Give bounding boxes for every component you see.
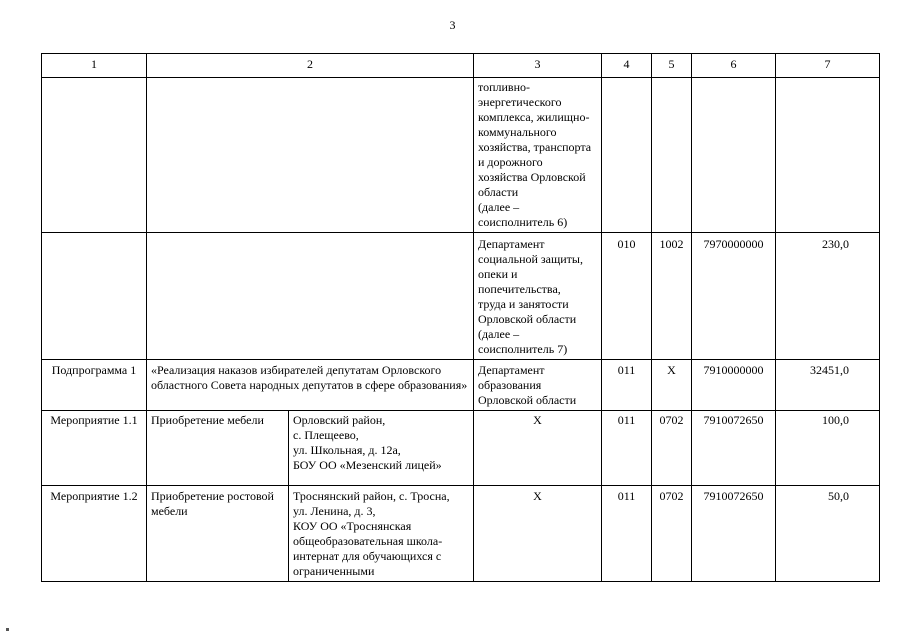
amount-cell: 32451,0 bbox=[776, 360, 880, 411]
amount-cell: 50,0 bbox=[776, 486, 880, 582]
header-cell: 1 bbox=[42, 54, 147, 78]
header-cell: 6 bbox=[692, 54, 776, 78]
table-cell bbox=[42, 233, 147, 360]
table-row bbox=[42, 233, 880, 360]
executor-cell: Департамент образования Орловской области bbox=[474, 360, 602, 411]
table-cell bbox=[602, 78, 652, 233]
executor-cell: Департамент социальной защиты, опеки и попечительства, труда и занятости Орловской области (далее – соисполнитель 7) bbox=[474, 233, 602, 360]
section-cell: 1002 bbox=[652, 233, 692, 360]
page-number: 3 bbox=[449, 18, 456, 32]
table-cell bbox=[147, 233, 474, 360]
code-cell: 7910000000 bbox=[692, 360, 776, 411]
code-cell: 7910072650 bbox=[692, 486, 776, 582]
table-row bbox=[42, 78, 880, 233]
section-cell: 0702 bbox=[652, 411, 692, 486]
header-cell: 3 bbox=[474, 54, 602, 78]
executor-cell: Х bbox=[474, 486, 602, 582]
row-label-cell: Мероприятие 1.2 bbox=[42, 486, 147, 582]
address-cell: Троснянский район, с. Тросна, ул. Ленина, д. 3, КОУ ОО «Троснянская общеобразовательная школа- интернат для обучающихся с ограниченными bbox=[289, 486, 474, 582]
header-cell: 7 bbox=[776, 54, 880, 78]
executor-cell: топливно- энергетического комплекса, жилищно- коммунального хозяйства, транспорта и дорожного хозяйства Орловской области (далее – соисполнитель 6) bbox=[474, 78, 602, 233]
row-label-cell: Подпрограмма 1 bbox=[42, 360, 147, 411]
header-cell: 2 bbox=[147, 54, 474, 78]
grbs-cell: 011 bbox=[602, 411, 652, 486]
header-cell: 5 bbox=[652, 54, 692, 78]
table-row bbox=[42, 360, 880, 411]
section-cell: Х bbox=[652, 360, 692, 411]
table-cell bbox=[42, 78, 147, 233]
address-cell: Орловский район, с. Плещеево, ул. Школьная, д. 12а, БОУ ОО «Мезенский лицей» bbox=[289, 411, 474, 486]
program-table bbox=[41, 53, 880, 582]
table-cell bbox=[652, 78, 692, 233]
executor-cell: Х bbox=[474, 411, 602, 486]
section-cell: 0702 bbox=[652, 486, 692, 582]
table-cell bbox=[692, 78, 776, 233]
scan-speck bbox=[6, 628, 9, 631]
table-row bbox=[42, 411, 880, 486]
description-cell: «Реализация наказов избирателей депутатам Орловского областного Совета народных депутатов в сфере образования» bbox=[147, 360, 474, 411]
code-cell: 7910072650 bbox=[692, 411, 776, 486]
description-cell: Приобретение мебели bbox=[147, 411, 289, 486]
row-label-cell: Мероприятие 1.1 bbox=[42, 411, 147, 486]
grbs-cell: 011 bbox=[602, 486, 652, 582]
amount-cell: 100,0 bbox=[776, 411, 880, 486]
table-cell bbox=[147, 78, 474, 233]
grbs-cell: 010 bbox=[602, 233, 652, 360]
header-cell: 4 bbox=[602, 54, 652, 78]
amount-cell: 230,0 bbox=[776, 233, 880, 360]
table-cell bbox=[776, 78, 880, 233]
code-cell: 7970000000 bbox=[692, 233, 776, 360]
header-row bbox=[42, 54, 880, 78]
grbs-cell: 011 bbox=[602, 360, 652, 411]
table-row bbox=[42, 486, 880, 582]
description-cell: Приобретение ростовой мебели bbox=[147, 486, 289, 582]
